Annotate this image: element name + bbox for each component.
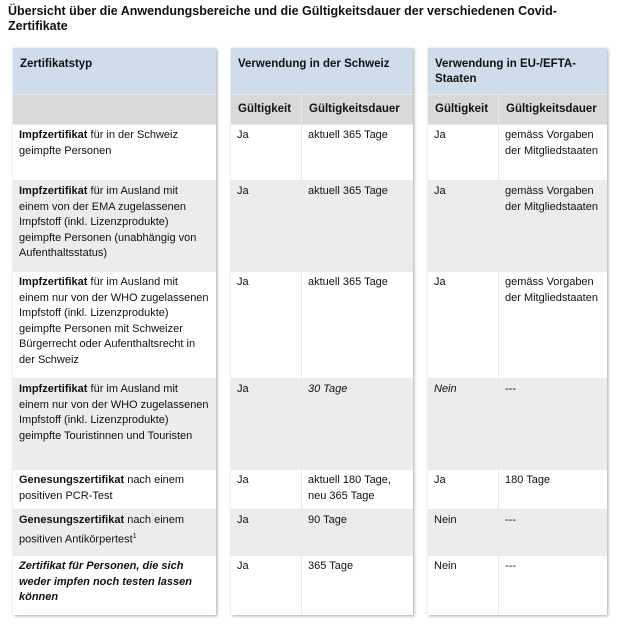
row-4-ch-g: Ja: [231, 379, 301, 469]
page-title: Übersicht über die Anwendungsbereiche und die Gültigkeitsdauer der verschiedenen Covid-Zertifikate: [8, 4, 557, 33]
row-1-eu-d: gemäss Vorgaben der Mitgliedstaaten: [499, 125, 607, 180]
row-5-ch-g: Ja: [231, 470, 301, 509]
row-5-eu-d: 180 Tage: [499, 470, 607, 509]
subheader-gueltigkeitsdauer-eu: Gültigkeitsdauer: [499, 95, 607, 124]
row-3-ch-d: aktuell 365 Tage: [302, 272, 413, 378]
row-4-eu-g: Nein: [428, 379, 498, 469]
panel-eu-efta: [428, 48, 607, 615]
row-6-ch-d: 90 Tage: [302, 510, 413, 555]
row-3-eu-d: gemäss Vorgaben der Mitgliedstaaten: [499, 272, 607, 378]
row-5-eu-g: Ja: [428, 470, 498, 509]
header-zertifikatstyp: Zertifikatstyp: [13, 48, 216, 94]
row-3-type: Impfzertifikat für im Ausland mit einem nur von der WHO zugelassenen Impfstoff (inkl. Lizenzprodukte) geimpfte Personen mit Schweizer Bürgerrecht oder Aufenthaltsrecht in der Schweiz: [13, 272, 216, 378]
row-6-ch-g: Ja: [231, 510, 301, 555]
panel-switzerland: [231, 48, 413, 615]
row-5-type: Genesungszertifikat nach einem positiven PCR-Test: [13, 470, 216, 509]
row-7-type: Zertifikat für Personen, die sich weder impfen noch testen lassen können: [13, 556, 216, 615]
row-1-ch-g: Ja: [231, 125, 301, 180]
row-7-eu-g: Nein: [428, 556, 498, 615]
row-6-eu-g: Nein: [428, 510, 498, 555]
subheader-gueltigkeit-eu: Gültigkeit: [428, 95, 498, 124]
row-2-eu-d: gemäss Vorgaben der Mitgliedstaaten: [499, 181, 607, 271]
row-4-ch-d: 30 Tage: [302, 379, 413, 469]
row-7-ch-g: Ja: [231, 556, 301, 615]
row-2-eu-g: Ja: [428, 181, 498, 271]
row-1-type: Impfzertifikat für in der Schweiz geimpfte Personen: [13, 125, 216, 180]
row-2-ch-g: Ja: [231, 181, 301, 271]
row-3-eu-g: Ja: [428, 272, 498, 378]
subheader-gueltigkeit-ch: Gültigkeit: [231, 95, 301, 124]
row-6-eu-d: ---: [499, 510, 607, 555]
row-4-eu-d: ---: [499, 379, 607, 469]
row-2-type: Impfzertifikat für im Ausland mit einem von der EMA zugelassenen Impfstoff (inkl. Lizenzprodukte) geimpfte Personen (unabhängig von Aufenthaltsstatus): [13, 181, 216, 271]
row-7-ch-d: 365 Tage: [302, 556, 413, 615]
subheader-empty: [13, 95, 216, 124]
row-6-type: Genesungszertifikat nach einem positiven Antikörpertest$^1$: [13, 510, 216, 555]
header-eu: Verwendung in EU-/EFTA-Staaten: [428, 48, 607, 94]
row-4-type: Impfzertifikat für im Ausland mit einem nur von der WHO zugelassenen Impfstoff (inkl. Lizenzprodukte) geimpfte Touristinnen und Touristen: [13, 379, 216, 469]
row-2-ch-d: aktuell 365 Tage: [302, 181, 413, 271]
row-1-eu-g: Ja: [428, 125, 498, 180]
subheader-gueltigkeitsdauer-ch: Gültigkeitsdauer: [302, 95, 413, 124]
row-3-ch-g: Ja: [231, 272, 301, 378]
row-7-eu-d: ---: [499, 556, 607, 615]
row-5-ch-d: aktuell 180 Tage, neu 365 Tage: [302, 470, 413, 509]
header-schweiz: Verwendung in der Schweiz: [231, 48, 413, 94]
panel-certificate-type: [13, 48, 216, 615]
row-1-ch-d: aktuell 365 Tage: [302, 125, 413, 180]
